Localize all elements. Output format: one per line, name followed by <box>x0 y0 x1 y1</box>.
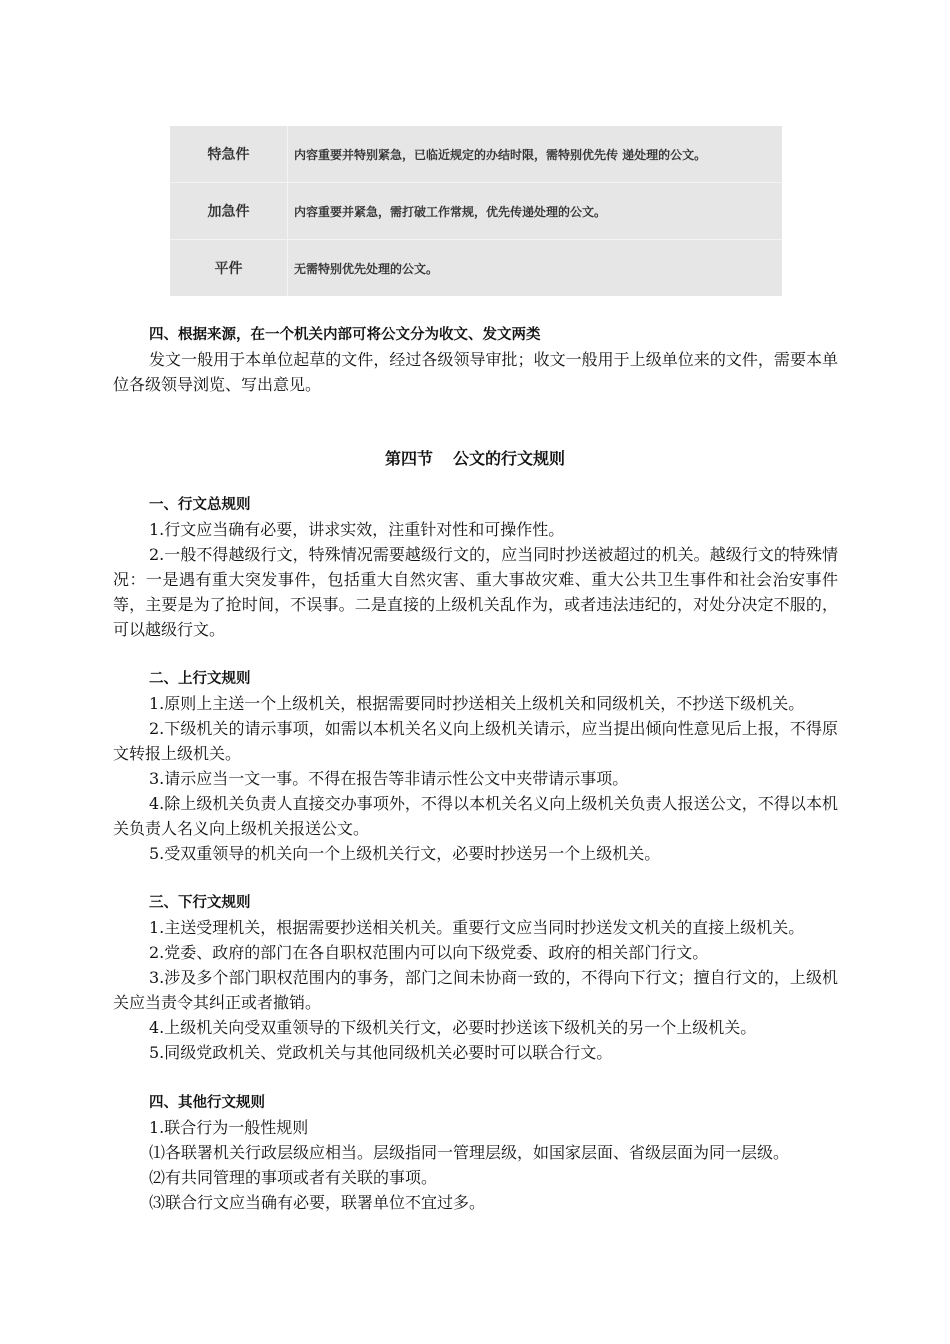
section-heading: 四、根据来源，在一个机关内部可将公文分为收文、发文两类 <box>149 327 541 343</box>
rule-item: 3.涉及多个部门职权范围内的事务，部门之间未协商一致的，不得向下行文；擅自行文的，上级机关应当责令其纠正或者撤销。 <box>113 968 838 1012</box>
downward-rules-section <box>113 891 838 1065</box>
rule-item: 2.下级机关的请示事项，如需以本机关名义向上级机关请示，应当提出倾向性意见后上报，不得原文转报上级机关。 <box>113 719 838 763</box>
rule-subitem: ⑶联合行文应当确有必要，联署单位不宜过多。 <box>149 1193 486 1212</box>
rule-item: 1.联合行为一般性规则 <box>149 1118 309 1137</box>
rule-item: 2.党委、政府的部门在各自职权范围内可以向下级党委、政府的相关部门行文。 <box>149 943 709 962</box>
urgency-description: 无需特别优先处理的公文。 <box>294 261 439 276</box>
urgency-level-table <box>170 126 782 296</box>
table-row <box>170 126 782 183</box>
rule-item: 3.请示应当一文一事。不得在报告等非请示性公文中夹带请示事项。 <box>149 769 629 788</box>
rule-item: 5.同级党政机关、党政机关与其他同级机关必要时可以联合行文。 <box>149 1043 613 1062</box>
upward-rules-section <box>113 667 838 866</box>
section-heading: 三、下行文规则 <box>149 895 251 911</box>
table-row <box>170 240 782 297</box>
urgency-level: 平件 <box>170 240 288 297</box>
general-rules-section <box>113 493 838 642</box>
rule-item: 4.上级机关向受双重领导的下级机关行文，必要时抄送该下级机关的另一个上级机关。 <box>149 1018 757 1037</box>
urgency-description: 内容重要并特别紧急，已临近规定的办结时限，需特别优先传 递处理的公文。 <box>288 126 783 183</box>
paragraph: 发文一般用于本单位起草的文件，经过各级领导审批；收文一般用于上级单位来的文件，需要本单位各级领导浏览、写出意见。 <box>113 350 838 394</box>
section-name: 公文的行文规则 <box>453 449 566 468</box>
urgency-level: 加急件 <box>170 183 288 240</box>
table-row <box>170 183 782 240</box>
section-title <box>0 446 950 469</box>
rule-item: 4.除上级机关负责人直接交办事项外，不得以本机关名义向上级机关负责人报送公文，不得以本机关负责人名义向上级机关报送公文。 <box>113 794 838 838</box>
section-heading: 一、行文总规则 <box>149 497 251 513</box>
rule-subitem: ⑴各联署机关行政层级应相当。层级指同一管理层级，如国家层面、省级层面为同一层级。 <box>149 1143 790 1162</box>
rule-item: 5.受双重领导的机关向一个上级机关行文，必要时抄送另一个上级机关。 <box>149 844 661 863</box>
rule-item: 1.原则上主送一个上级机关，根据需要同时抄送相关上级机关和同级机关，不抄送下级机关。 <box>149 694 805 713</box>
rule-item: 1.行文应当确有必要，讲求实效，注重针对性和可操作性。 <box>149 520 565 539</box>
rule-item: 2.一般不得越级行文，特殊情况需要越级行文的，应当同时抄送被超过的机关。越级行文的特殊情况：一是遇有重大突发事件，包括重大自然灾害、重大事故灾难、重大公共卫生事件和社会治安事件等，主要是为了抢时间，不误事。二是直接的上级机关乱作为，或者违法违纪的，对处分决定不服的，可以越级行文。 <box>113 545 838 639</box>
section-number: 第四节 <box>384 449 433 468</box>
source-classification-section <box>113 323 838 397</box>
rule-item: 1.主送受理机关，根据需要抄送相关机关。重要行文应当同时抄送发文机关的直接上级机关。 <box>149 918 805 937</box>
section-heading: 四、其他行文规则 <box>149 1095 265 1111</box>
other-rules-section <box>113 1091 838 1215</box>
urgency-description: 内容重要并紧急，需打破工作常规，优先传递处理的公文。 <box>288 183 783 240</box>
rule-subitem: ⑵有共同管理的事项或者有关联的事项。 <box>149 1168 438 1187</box>
urgency-level: 特急件 <box>170 126 288 183</box>
section-heading: 二、上行文规则 <box>149 671 251 687</box>
